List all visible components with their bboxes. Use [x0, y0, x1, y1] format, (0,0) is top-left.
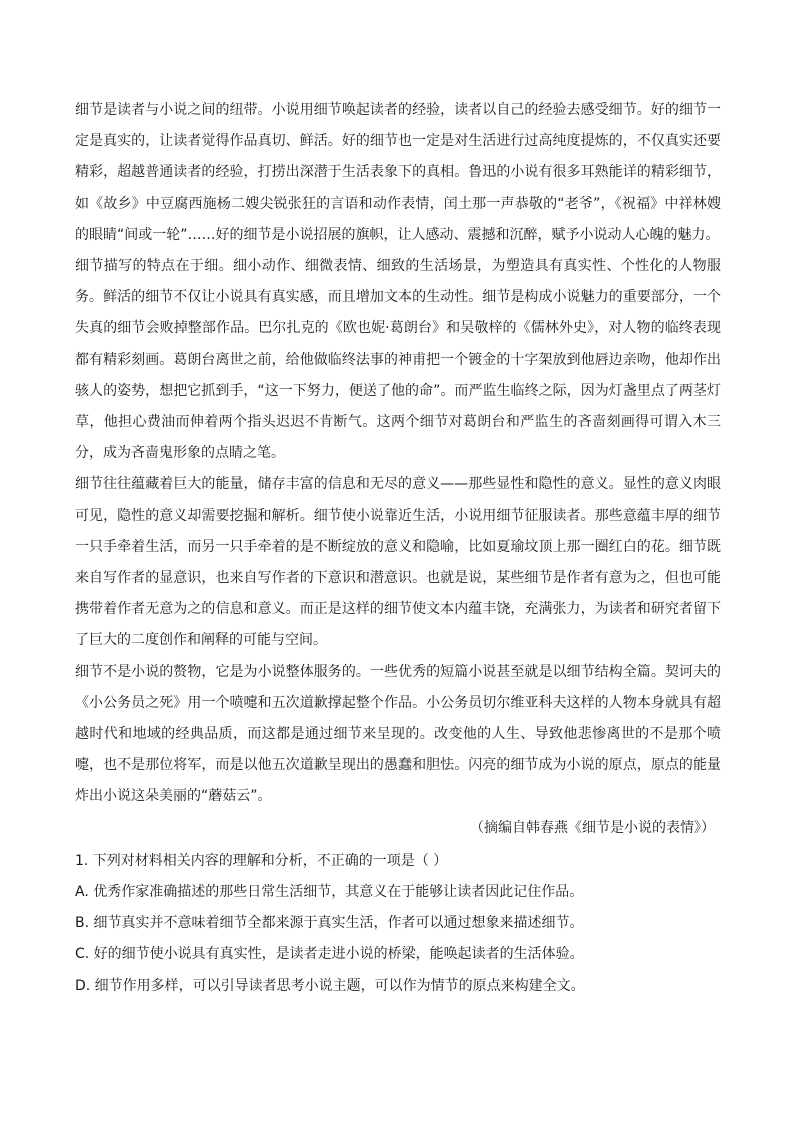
paragraph-1: 细节是读者与小说之间的纽带。小说用细节唤起读者的经验，读者以自己的经验去感受细节。好的细节一定是真实的，让读者觉得作品真切、鲜活。好的细节也一定是对生活进行过高纯度提炼的，不仅真实还要精彩，超越普通读者的经验，打捞出深潜于生活表象下的真相。鲁迅的小说有很多耳熟能详的精彩细节，如《故乡》中豆腐西施杨二嫂尖锐张狂的言语和动作表情，闰土那一声恭敬的“老爷”，《祝福》中祥林嫂的眼睛“间或一轮”……好的细节是小说招展的旗帜，让人感动、震撼和沉醉，赋予小说动人心魄的魅力。 — [75, 102, 721, 243]
option-c: C. 好的细节使小说具有真实性，是读者走进小说的桥梁，能唤起读者的生活体验。 — [75, 946, 584, 963]
question-stem: 1. 下列对材料相关内容的理解和分析，不正确的一项是（ ） — [75, 852, 448, 869]
paragraph-3: 细节往往蕴藏着巨大的能量，储存丰富的信息和无尽的意义——那些显性和隐性的意义。显性的意义肉眼可见，隐性的意义却需要挖掘和解析。细节使小说靠近生活，小说用细节征服读者。那些意蕴丰厚的细节一只手牵着生活，而另一只手牵着的是不断绽放的意义和隐喻，比如夏瑜坟顶上那一圈红白的花。细节既来自写作者的显意识，也来自写作者的下意识和潜意识。也就是说，某些细节是作者有意为之，但也可能携带着作者无意为之的信息和意义。而正是这样的细节使文本内蕴丰饶，充满张力，为读者和研究者留下了巨大的二度创作和阐释的可能与空间。 — [75, 476, 721, 649]
option-d: D. 细节作用多样，可以引导读者思考小说主题，可以作为情节的原点来构建全文。 — [75, 977, 585, 994]
question-block — [75, 846, 721, 1002]
paragraph-2: 细节描写的特点在于细。细小动作、细微表情、细致的生活场景，为塑造具有真实性、个性化的人物服务。鲜活的细节不仅让小说具有真实感，而且增加文本的生动性。细节是构成小说魅力的重要部分，一个失真的细节会败掉整部作品。巴尔扎克的《欧也妮·葛朗台》和吴敬梓的《儒林外史》，对人物的临终表现都有精彩刻画。葛朗台离世之前，给他做临终法事的神甫把一个镀金的十字架放到他唇边亲吻，他却作出骇人的姿势，想把它抓到手，“这一下努力，便送了他的命”。而严监生临终之际，因为灯盏里点了两茎灯草，他担心费油而伸着两个指头迟迟不肯断气。这两个细节对葛朗台和严监生的吝啬刻画得可谓入木三分，成为吝啬鬼形象的点睛之笔。 — [75, 258, 721, 462]
article-source: （摘编自韩春燕《细节是小说的表情》） — [470, 819, 715, 836]
article-body — [75, 95, 721, 844]
document-page — [75, 95, 721, 1002]
paragraph-4: 细节不是小说的赘物，它是为小说整体服务的。一些优秀的短篇小说甚至就是以细节结构全篇。契诃夫的《小公务员之死》用一个喷嚏和五次道歉撑起整个作品。小公务员切尔维亚科夫这样的人物本身就具有超越时代和地域的经典品质，而这都是通过细节来呈现的。改变他的人生、导致他悲惨离世的不是那个喷嚏，也不是那位将军，而是以他五次道歉呈现出的愚蠢和胆怯。闪亮的细节成为小说的原点，原点的能量炸出小说这朵美丽的“蘑菇云”。 — [75, 663, 721, 805]
option-a: A. 优秀作家准确描述的那些日常生活细节，其意义在于能够让读者因此记住作品。 — [75, 884, 584, 901]
option-b: B. 细节真实并不意味着细节全都来源于真实生活，作者可以通过想象来描述细节。 — [75, 915, 584, 932]
